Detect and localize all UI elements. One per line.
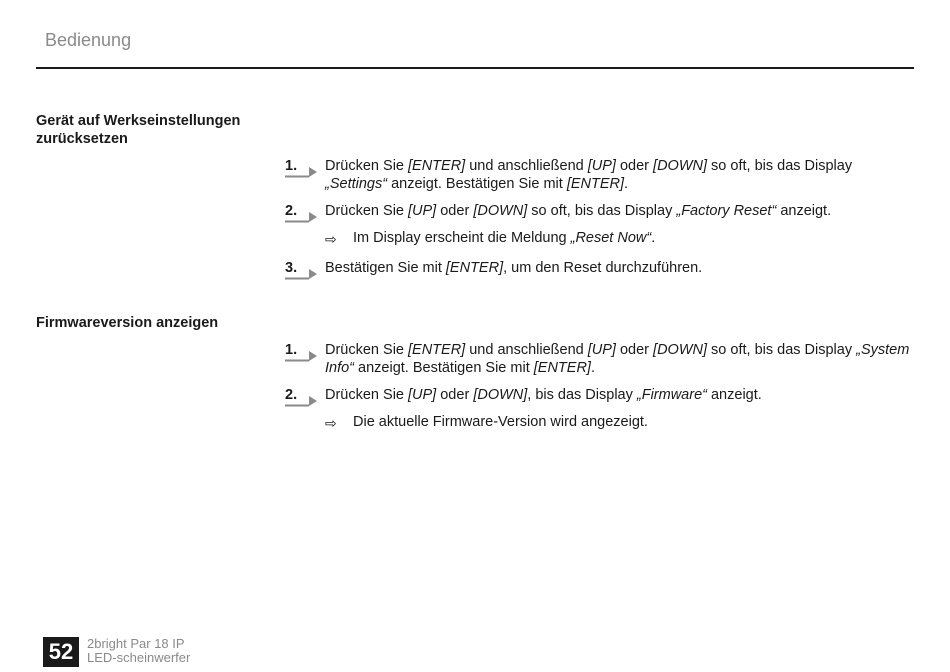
step-result — [325, 413, 915, 431]
header-rule — [36, 67, 914, 69]
step-arrow-icon — [285, 388, 319, 408]
step-number — [285, 157, 321, 179]
result-arrow-icon: ⇨ — [325, 231, 337, 247]
section-heading-line: Gerät auf Werkseinstellungen — [36, 113, 241, 129]
step-result — [325, 229, 915, 247]
result-text: Die aktuelle Firmware-Version wird angezeigt. — [353, 414, 648, 430]
step-number — [285, 259, 321, 281]
result-arrow-icon: ⇨ — [325, 415, 337, 431]
step-text: Drücken Sie [ENTER] und anschließend [UP] oder [DOWN] so oft, bis das Display „System Info“ anzeigt. Bestätigen Sie mit [ENTER]. — [325, 342, 910, 376]
step-number-label: 1. — [285, 342, 298, 358]
step-arrow-icon — [285, 343, 319, 363]
step-number — [285, 386, 321, 408]
step-number-label: 1. — [285, 158, 298, 174]
step-number — [285, 202, 321, 224]
step-number-label: 3. — [285, 260, 298, 276]
section-heading-line: zurücksetzen — [36, 131, 128, 147]
footer-product: 2bright Par 18 IP — [87, 636, 185, 651]
step-number-label: 2. — [285, 203, 298, 219]
step-arrow-icon — [285, 159, 319, 179]
step-number — [285, 341, 321, 363]
step-number-label: 2. — [285, 387, 298, 403]
footer-product-type: LED-scheinwerfer — [87, 650, 191, 665]
result-text: Im Display erscheint die Meldung „Reset Now“. — [353, 230, 656, 246]
step-arrow-icon — [285, 204, 319, 224]
section-heading-firmware — [36, 314, 276, 332]
step-text: Drücken Sie [ENTER] und anschließend [UP] oder [DOWN] so oft, bis das Display „Settings“ anzeigt. Bestätigen Sie mit [ENTER]. — [325, 158, 853, 192]
page-number: 52 — [43, 637, 79, 667]
step-text: Drücken Sie [UP] oder [DOWN], bis das Display „Firmware“ anzeigt. — [325, 387, 762, 403]
section-heading-factory-reset — [36, 112, 276, 148]
section-heading-line: Firmwareversion anzeigen — [36, 315, 219, 331]
step-arrow-icon — [285, 261, 319, 281]
step-text: Bestätigen Sie mit [ENTER], um den Reset durchzuführen. — [325, 260, 703, 276]
header-title: Bedienung — [45, 30, 132, 50]
step-text: Drücken Sie [UP] oder [DOWN] so oft, bis das Display „Factory Reset“ anzeigt. — [325, 203, 832, 219]
